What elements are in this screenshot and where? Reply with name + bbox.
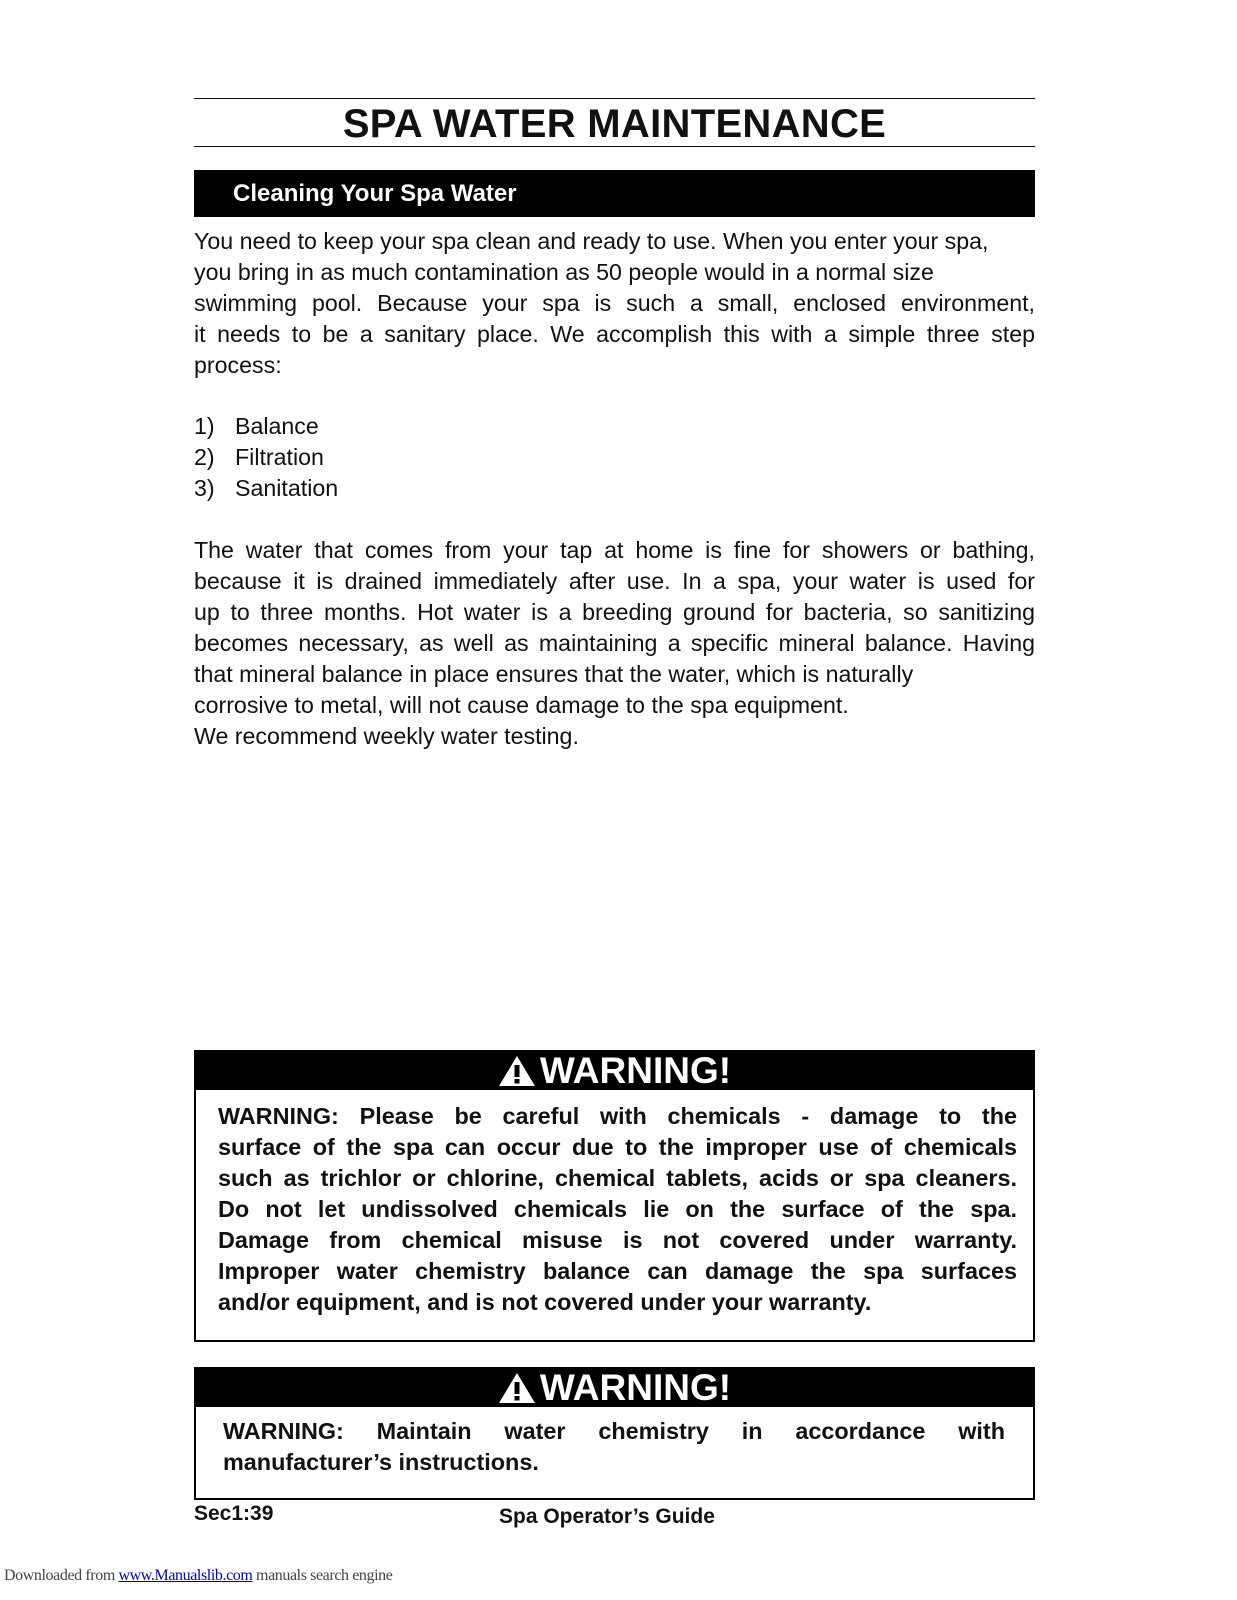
section-page-number: Sec1:39 [194,1502,274,1525]
step-number: 3) [194,475,215,501]
warning-line: Improper water chemistry balance can damage the spa surfaces [218,1258,1017,1284]
step-label: Balance [235,413,319,439]
list-item [194,442,594,473]
warning-line: WARNING: Maintain water chemistry in accordance with [223,1418,1005,1444]
warning-header [196,1052,1033,1090]
warning-line: WARNING: Please be careful with chemicals - damage to the [218,1103,1017,1129]
download-footer [4,1567,392,1585]
title-rule-bottom [194,146,1035,147]
warning-triangle-icon [498,1372,536,1404]
page-title: SPA WATER MAINTENANCE [342,102,887,146]
warning-line: and/or equipment, and is not covered under your warranty. [218,1289,872,1315]
section-heading: Cleaning Your Spa Water [194,170,1035,217]
guide-title: Spa Operator’s Guide [499,1505,715,1528]
body-line: The water that comes from your tap at home is fine for showers or bathing, [194,537,1035,563]
list-item [194,411,594,442]
intro-line: swimming pool. Because your spa is such a small, enclosed environment, [194,290,1035,316]
warning-line: surface of the spa can occur due to the improper use of chemicals [218,1134,1017,1160]
body-line: corrosive to metal, will not cause damage to the spa equipment. [194,692,849,718]
warning-header [196,1369,1033,1407]
body-paragraph [194,535,1035,752]
warning-text [196,1407,1033,1478]
process-steps-list [194,411,594,504]
body-line: up to three months. Hot water is a breeding ground for bacteria, so sanitizing [194,599,1035,625]
body-line: because it is drained immediately after use. In a spa, your water is used for [194,568,1035,594]
list-item [194,473,594,504]
manualslib-link[interactable]: www.Manualslib.com [118,1567,253,1584]
body-line: We recommend weekly water testing. [194,723,579,749]
warning-line: Do not let undissolved chemicals lie on the surface of the spa. [218,1196,1017,1222]
title-rule-top [194,98,1035,99]
warning-text [196,1090,1033,1318]
footer-suffix: manuals search engine [252,1567,393,1584]
manual-page [194,0,1035,1600]
intro-line: you bring in as much contamination as 50 people would in a normal size [194,259,934,285]
step-number: 2) [194,444,215,470]
footer-prefix: Downloaded from [4,1567,119,1584]
warning-line: Damage from chemical misuse is not covered under warranty. [218,1227,1017,1253]
chemical-warning-box [194,1050,1035,1342]
intro-line: it needs to be a sanitary place. We accomplish this with a simple three step [194,321,1035,347]
water-chemistry-warning-box [194,1367,1035,1500]
step-label: Filtration [235,444,324,470]
warning-header-label: WARNING! [539,1050,732,1091]
intro-paragraph [194,226,1035,381]
warning-line: such as trichlor or chlorine, chemical tablets, acids or spa cleaners. [218,1165,1017,1191]
intro-line: process: [194,352,282,378]
body-line: that mineral balance in place ensures that the water, which is naturally [194,661,914,687]
intro-line: You need to keep your spa clean and ready to use. When you enter your spa, [194,228,989,254]
step-number: 1) [194,413,215,439]
step-label: Sanitation [235,475,339,501]
warning-line: manufacturer’s instructions. [223,1449,539,1475]
warning-triangle-icon [498,1055,536,1087]
body-line: becomes necessary, as well as maintaining a specific mineral balance. Having [194,630,1035,656]
warning-header-label: WARNING! [539,1367,732,1408]
